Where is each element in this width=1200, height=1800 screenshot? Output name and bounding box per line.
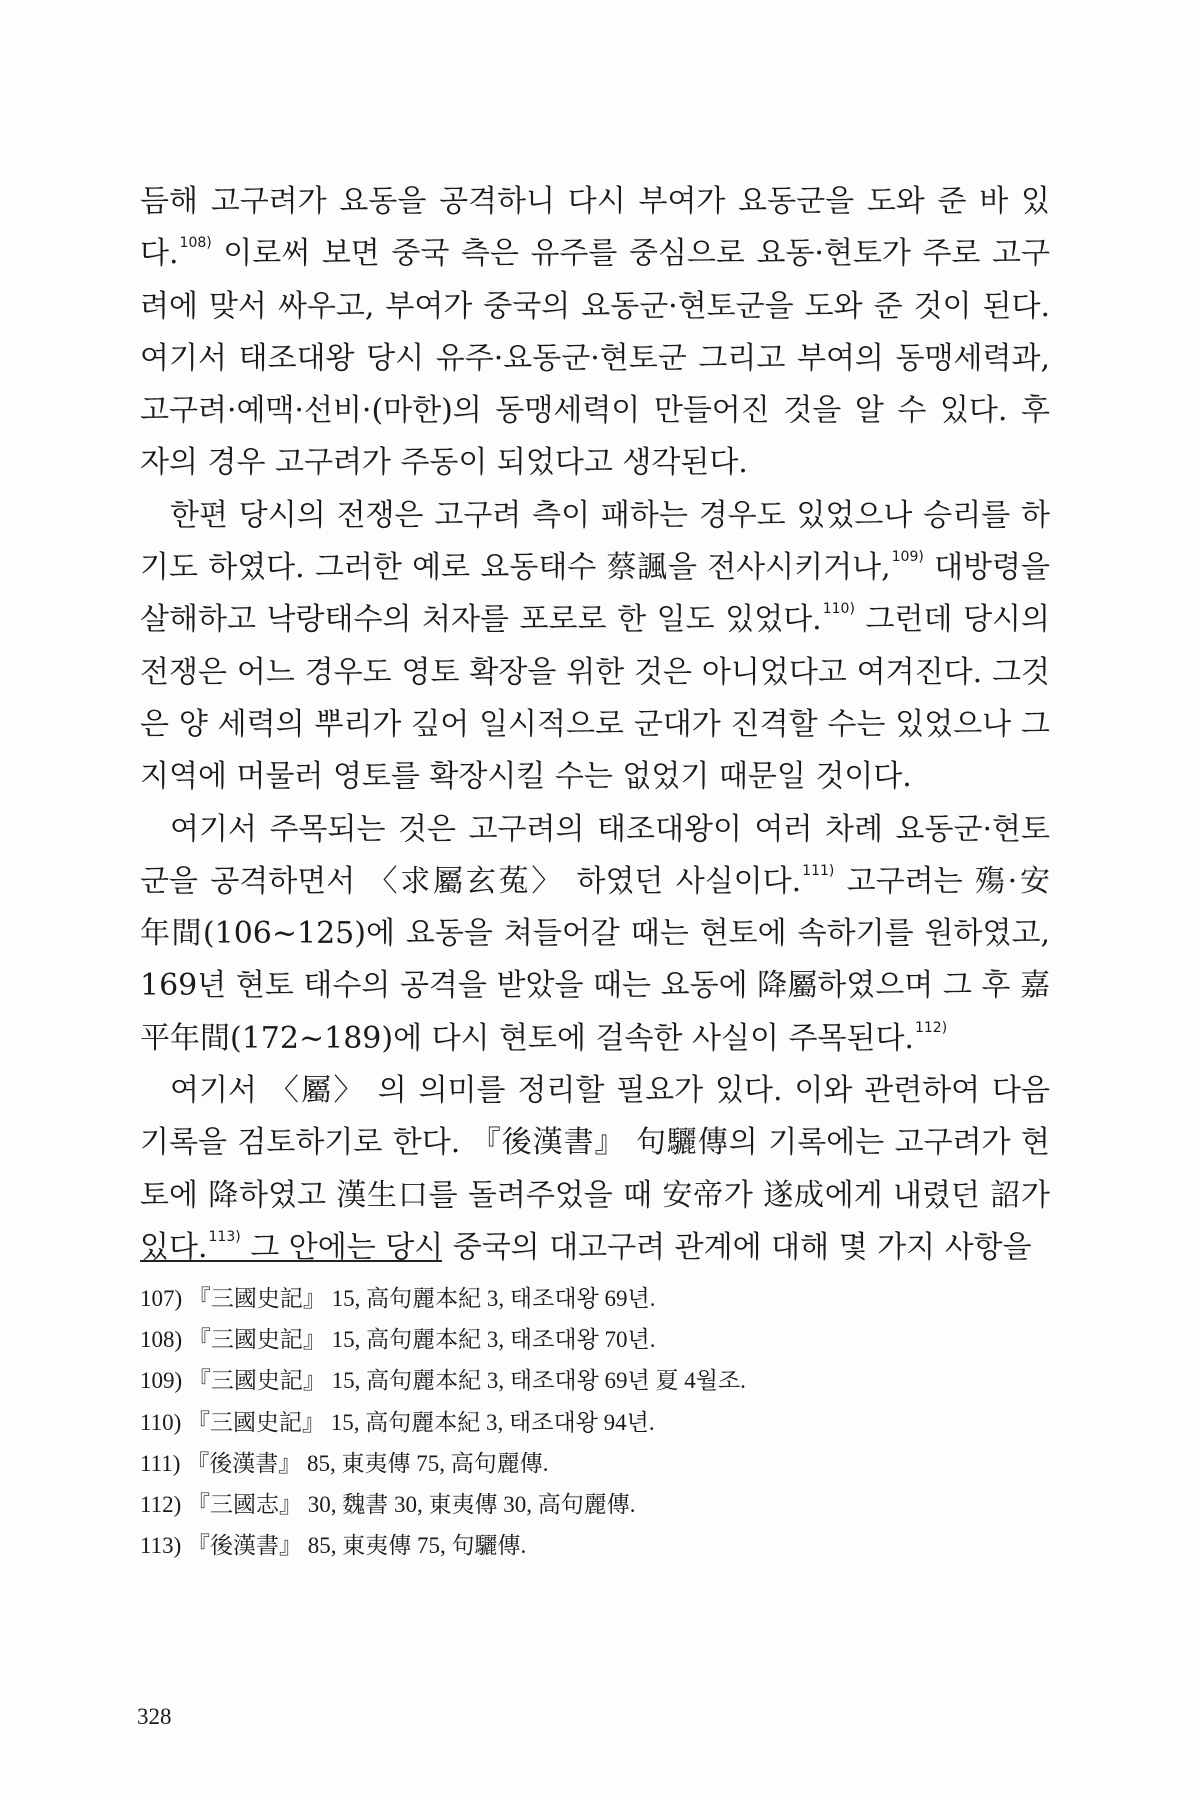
- footnote-110: 110) 『三國史記』 15, 高句麗本紀 3, 태조대왕 94년.: [140, 1409, 655, 1435]
- footnote-ref-109[interactable]: 109): [891, 549, 924, 566]
- footnote-ref-113[interactable]: 113): [208, 1228, 241, 1245]
- text-run: 여기서 주목되는 것은 고구려의 태조대왕이 여러 차례 요동군·현토군을 공격하면서 〈求屬玄菟〉 하였던 사실이다.: [140, 811, 1050, 899]
- page-number: 328: [137, 1704, 172, 1729]
- paragraph-2: [140, 490, 1050, 804]
- footnote-ref-112[interactable]: 112): [914, 1019, 948, 1036]
- footnote-113: 113) 『後漢書』 85, 東夷傳 75, 句驪傳.: [140, 1533, 527, 1559]
- footnote-112: 112) 『三國志』 30, 魏書 30, 東夷傳 30, 高句麗傳.: [140, 1492, 636, 1518]
- paragraph-1: [140, 176, 1050, 490]
- text-run: 이로써 보면 중국 측은 유주를 중심으로 요동·현토가 주로 고구려에 맞서 싸우고, 부여가 중국의 요동군·현토군을 도와 준 것이 된다. 여기서 태조대왕 당시 유주·요동군·현토군 그리고 부여의 동맹세력과, 고구려·예맥·선비·(마한)의 동맹세력이 만들어진 것을 알 수 있다. 후자의 경우 고구려가 주동이 되었다고 생각된다.: [140, 236, 1050, 481]
- text-run: 대방령을 살해하고 낙랑태수의 처자를 포로로 한 일도 있었다.: [140, 550, 1050, 638]
- footnote-107: 107) 『三國史記』 15, 高句麗本紀 3, 태조대왕 69년.: [140, 1286, 656, 1311]
- text-run: 그 안에는 당시 중국의 대고구려 관계에 대해 몇 가지 사항을: [240, 1229, 1032, 1265]
- footnote-ref-110[interactable]: 110): [822, 601, 855, 618]
- footnote-111: 111) 『後漢書』 85, 東夷傳 75, 高句麗傳.: [140, 1450, 549, 1476]
- paragraph-4: [140, 1065, 1050, 1274]
- footnote-109: 109) 『三國史記』 15, 高句麗本紀 3, 태조대왕 69년 夏 4월조.: [140, 1368, 746, 1394]
- text-run: 고구려는 殤·安 年間(106~125)에 요동을 쳐들어갈 때는 현토에 속하기를 원하였고, 169년 현토 태수의 공격을 받았을 때는 요동에 降屬하였으며 그 후 嘉平年間(172~189)에 다시 현토에 걸속한 사실이 주목된다.: [140, 863, 1050, 1056]
- footnote-ref-111[interactable]: 111): [802, 862, 835, 879]
- body-text: [140, 176, 1050, 1274]
- footnotes: [140, 1278, 1050, 1566]
- footnote-108: 108) 『三國史記』 15, 高句麗本紀 3, 태조대왕 70년.: [140, 1327, 656, 1353]
- text-run: 듬해 고구려가 요동을 공격하니 다시 부여가 요동군을 도와 준 바 있다.: [140, 184, 1050, 272]
- footnote-divider: [140, 1260, 442, 1262]
- footnote-ref-108[interactable]: 108): [179, 235, 212, 252]
- text-run: 한편 당시의 전쟁은 고구려 측이 패하는 경우도 있었으나 승리를 하기도 하였다. 그러한 예로 요동태수 蔡諷을 전사시키거나,: [140, 497, 1050, 586]
- text-run: 여기서 〈屬〉 의 의미를 정리할 필요가 있다. 이와 관련하여 다음 기록을 검토하기로 한다. 『後漢書』 句驪傳의 기록에는 고구려가 현토에 降하였고 漢生口를 돌려주었을 때 安帝가 遂成에게 내렸던 詔가 있다.: [140, 1073, 1050, 1265]
- text-run: 그런데 당시의 전쟁은 어느 경우도 영토 확장을 위한 것은 아니었다고 여겨진다. 그것은 양 세력의 뿌리가 깊어 일시적으로 군대가 진격할 수는 있었으나 그 지역에 머물러 영토를 확장시킬 수는 없었기 때문일 것이다.: [140, 602, 1051, 795]
- paragraph-3: [140, 804, 1050, 1065]
